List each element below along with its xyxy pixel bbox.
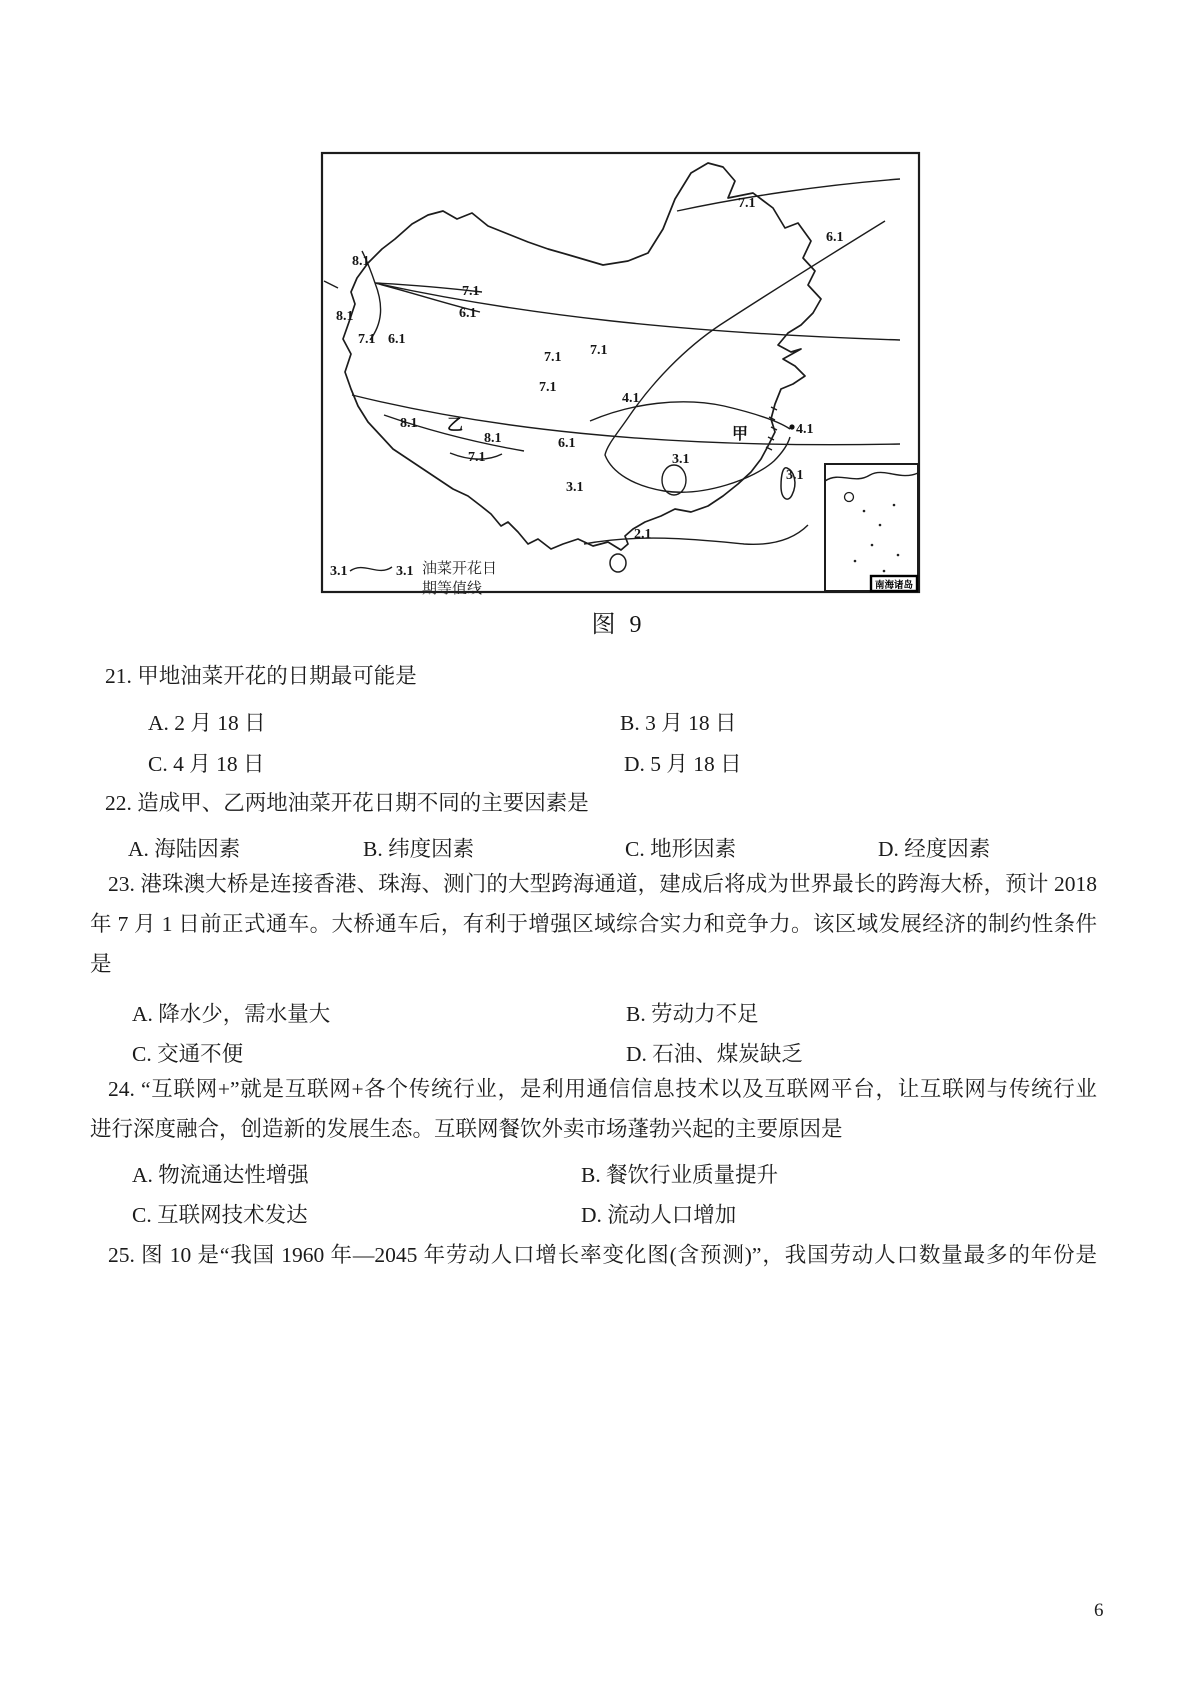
svg-text:8.1: 8.1 bbox=[484, 431, 502, 446]
svg-text:油菜开花日: 油菜开花日 bbox=[422, 561, 498, 577]
svg-text:7.1: 7.1 bbox=[539, 380, 557, 395]
question-22-stem: 22. 造成甲、乙两地油菜开花日期不同的主要因素是 bbox=[105, 791, 589, 815]
svg-text:4.1: 4.1 bbox=[622, 391, 640, 406]
svg-text:3.1: 3.1 bbox=[786, 468, 804, 483]
option-22-b: B. 纬度因素 bbox=[363, 837, 475, 861]
figure-9-map bbox=[320, 151, 960, 611]
option-23-c: C. 交通不便 bbox=[132, 1042, 244, 1066]
svg-text:2.1: 2.1 bbox=[634, 527, 652, 542]
hainan-island bbox=[610, 554, 626, 572]
svg-text:7.1: 7.1 bbox=[738, 196, 756, 211]
question-23-line-2: 年 7 月 1 日前正式通车。大桥通车后，有利于增强区域综合实力和竞争力。该区域发展经济的制约性条件 bbox=[90, 912, 1097, 936]
question-25-stem: 25. 图 10 是“我国 1960 年—2045 年劳动人口增长率变化图(含预测)”，我国劳动人口数量最多的年份是 bbox=[108, 1243, 1097, 1267]
option-23-d: D. 石油、煤炭缺乏 bbox=[626, 1042, 803, 1066]
question-24-line-1: 24. “互联网+”就是互联网+各个传统行业，是利用通信信息技术以及互联网平台，让互联网与传统行业 bbox=[108, 1077, 1097, 1101]
svg-text:8.1: 8.1 bbox=[352, 254, 370, 269]
svg-text:乙: 乙 bbox=[447, 417, 464, 434]
point-jia-dot bbox=[789, 424, 794, 429]
option-21-a: A. 2 月 18 日 bbox=[148, 711, 266, 735]
svg-text:8.1: 8.1 bbox=[400, 416, 418, 431]
question-24-options-row-1 bbox=[0, 1158, 1200, 1187]
svg-text:期等值线: 期等值线 bbox=[422, 581, 483, 597]
question-24-line-2: 进行深度融合，创造新的发展生态。互联网餐饮外卖市场蓬勃兴起的主要原因是 bbox=[90, 1117, 843, 1141]
option-21-b: B. 3 月 18 日 bbox=[620, 711, 737, 735]
question-23-line-3: 是 bbox=[90, 952, 112, 976]
svg-text:7.1: 7.1 bbox=[358, 332, 376, 347]
svg-text:3.1: 3.1 bbox=[672, 452, 690, 467]
svg-text:3.1: 3.1 bbox=[396, 564, 414, 579]
question-23-options-row-1 bbox=[0, 997, 1200, 1026]
option-22-d: D. 经度因素 bbox=[878, 837, 991, 861]
isolines bbox=[324, 179, 900, 571]
svg-text:甲: 甲 bbox=[732, 426, 749, 443]
option-22-c: C. 地形因素 bbox=[625, 837, 737, 861]
option-21-c: C. 4 月 18 日 bbox=[148, 752, 265, 776]
svg-text:8.1: 8.1 bbox=[336, 309, 354, 324]
svg-text:7.1: 7.1 bbox=[462, 284, 480, 299]
option-23-a: A. 降水少，需水量大 bbox=[132, 1002, 331, 1026]
svg-text:7.1: 7.1 bbox=[544, 350, 562, 365]
svg-text:南海诸岛: 南海诸岛 bbox=[875, 581, 914, 591]
question-21-options-row-1 bbox=[0, 706, 1200, 735]
svg-text:6.1: 6.1 bbox=[459, 306, 477, 321]
svg-text:6.1: 6.1 bbox=[558, 436, 576, 451]
question-22-options-row bbox=[0, 832, 1200, 861]
option-23-b: B. 劳动力不足 bbox=[626, 1002, 759, 1026]
question-23-options-row-2 bbox=[0, 1037, 1200, 1066]
south-china-sea-inset bbox=[825, 464, 918, 591]
question-23-line-1: 23. 港珠澳大桥是连接香港、珠海、测门的大型跨海通道，建成后将成为世界最长的跨海大桥，预计 2018 bbox=[108, 872, 1097, 896]
svg-text:7.1: 7.1 bbox=[468, 450, 486, 465]
page-number: 6 bbox=[1094, 1600, 1104, 1621]
china-isoline-map-svg bbox=[320, 151, 960, 611]
option-24-a: A. 物流通达性增强 bbox=[132, 1163, 309, 1187]
svg-text:6.1: 6.1 bbox=[826, 230, 844, 245]
question-24-options-row-2 bbox=[0, 1198, 1200, 1227]
svg-text:3.1: 3.1 bbox=[566, 480, 584, 495]
svg-text:3.1: 3.1 bbox=[330, 564, 348, 579]
svg-text:7.1: 7.1 bbox=[590, 343, 608, 358]
figure-caption: 图 9 bbox=[591, 612, 646, 638]
svg-text:4.1: 4.1 bbox=[796, 422, 814, 437]
option-24-c: C. 互联网技术发达 bbox=[132, 1203, 308, 1227]
option-24-d: D. 流动人口增加 bbox=[581, 1203, 737, 1227]
question-21-stem: 21. 甲地油菜开花的日期最可能是 bbox=[105, 664, 417, 688]
option-24-b: B. 餐饮行业质量提升 bbox=[581, 1163, 779, 1187]
question-21-options-row-2 bbox=[0, 747, 1200, 776]
option-22-a: A. 海陆因素 bbox=[128, 837, 241, 861]
option-21-d: D. 5 月 18 日 bbox=[624, 752, 742, 776]
svg-text:6.1: 6.1 bbox=[388, 332, 406, 347]
